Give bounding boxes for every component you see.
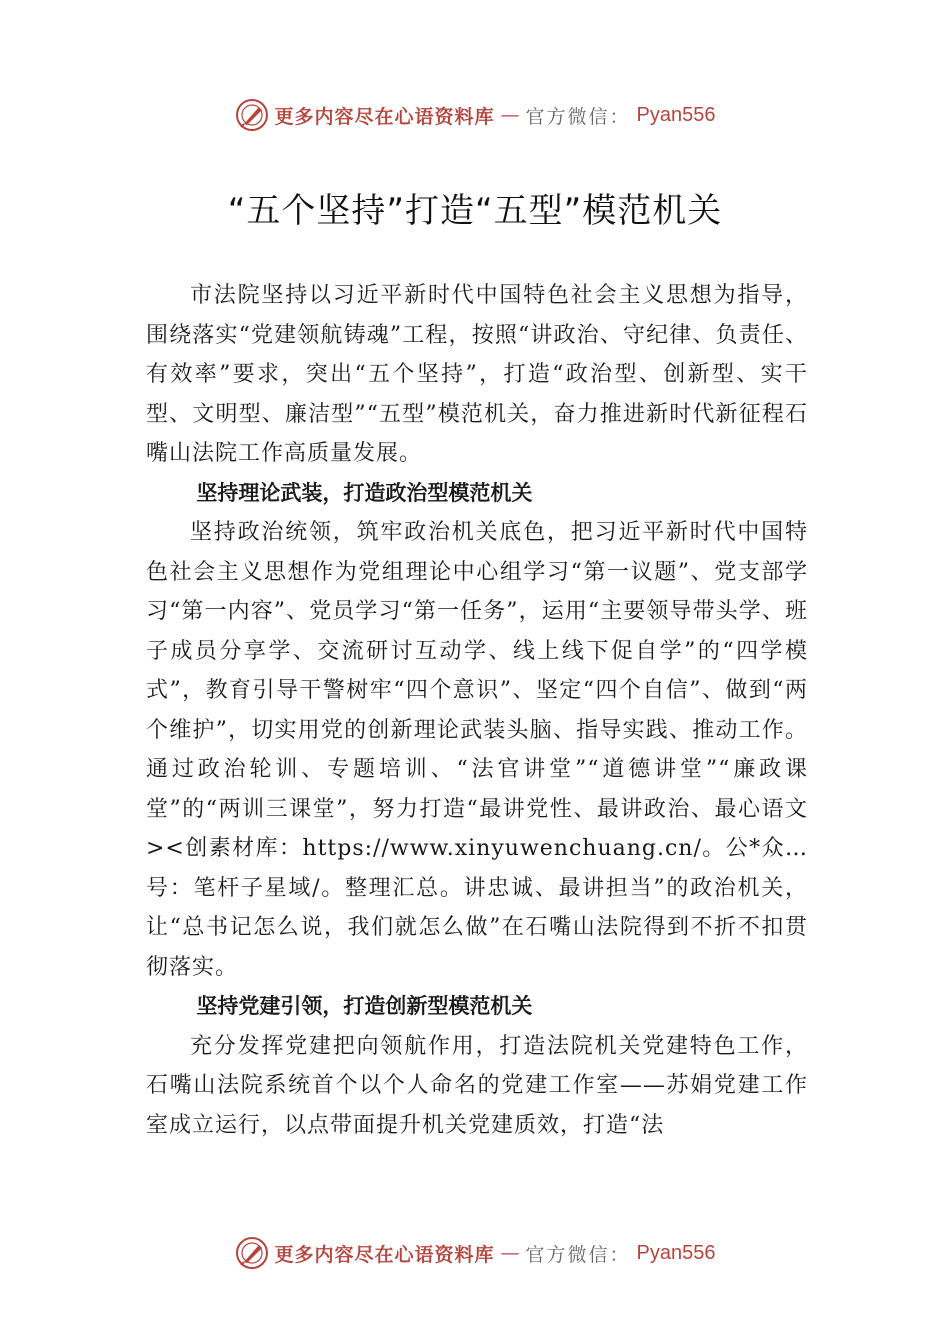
banner-wechat-account: Pyan556 [636,1241,716,1264]
document-title: “五个坚持”打造“五型”模范机关 [227,191,723,231]
body-paragraph-innovative: 充分发挥党建把向领航作用，打造法院机关党建特色工作，石嘴山法院系统首个以个人命名的党建工作室——苏娟党建工作室成立运行，以点带面提升机关党建质效，打造“法 [146,1033,808,1138]
banner-brand-text: 更多内容尽在心语资料库 [274,105,495,128]
banner-wechat-label: 官方微信： [525,105,631,128]
quill-logo-icon [235,1236,269,1270]
body-paragraph-political: 坚持政治统领，筑牢政治机关底色，把习近平新时代中国特色社会主义思想作为党组理论中心组学习“第一议题”、党支部学习“第一内容”、党员学习“第一任务”，运用“主要领导带头学、班子成员分享学、交流研讨互动学、线上线下促自学”的“四学模式”，教育引导干警树牢“四个意识”、坚定“四个自信”、做到“两个维护”，切实用党的创新理论武装头脑、指导实践、推动工作。通过政治轮训、专题培训、“法官讲堂”“道德讲堂”“廉政课堂”的“两训三课堂”，努力打造“最讲党性、最讲政治、最心语文><创素材库：https://www.xinyuwenchuang.cn/。公*众…号：笔杆子星域/。整理汇总。讲忠诚、最讲担当”的政治机关，让“总书记怎么说，我们就怎么做”在石嘴山法院得到不折不扣贯彻落实。 [146,520,808,980]
banner-wechat-label: 官方微信： [525,1243,631,1266]
quill-logo-icon [235,98,269,132]
banner-dash: — [500,1242,520,1264]
intro-paragraph: 市法院坚持以习近平新时代中国特色社会主义思想为指导，围绕落实“党建领航铸魂”工程，按照“讲政治、守纪律、负责任、有效率”要求，突出“五个坚持”，打造“政治型、创新型、实干型、文明型、廉洁型”“五型”模范机关，奋力推进新时代新征程石嘴山法院工作高质量发展。 [146,283,808,466]
footer-watermark-banner [0,1233,950,1273]
section-heading-innovative: 坚持党建引领，打造创新型模范机关 [196,994,533,1018]
banner-dash: — [500,104,520,126]
banner-wechat-account: Pyan556 [636,103,716,126]
header-watermark-banner [0,95,950,135]
document-body [146,276,808,1145]
banner-brand-text: 更多内容尽在心语资料库 [274,1243,495,1266]
section-heading-political: 坚持理论武装，打造政治型模范机关 [196,480,533,505]
